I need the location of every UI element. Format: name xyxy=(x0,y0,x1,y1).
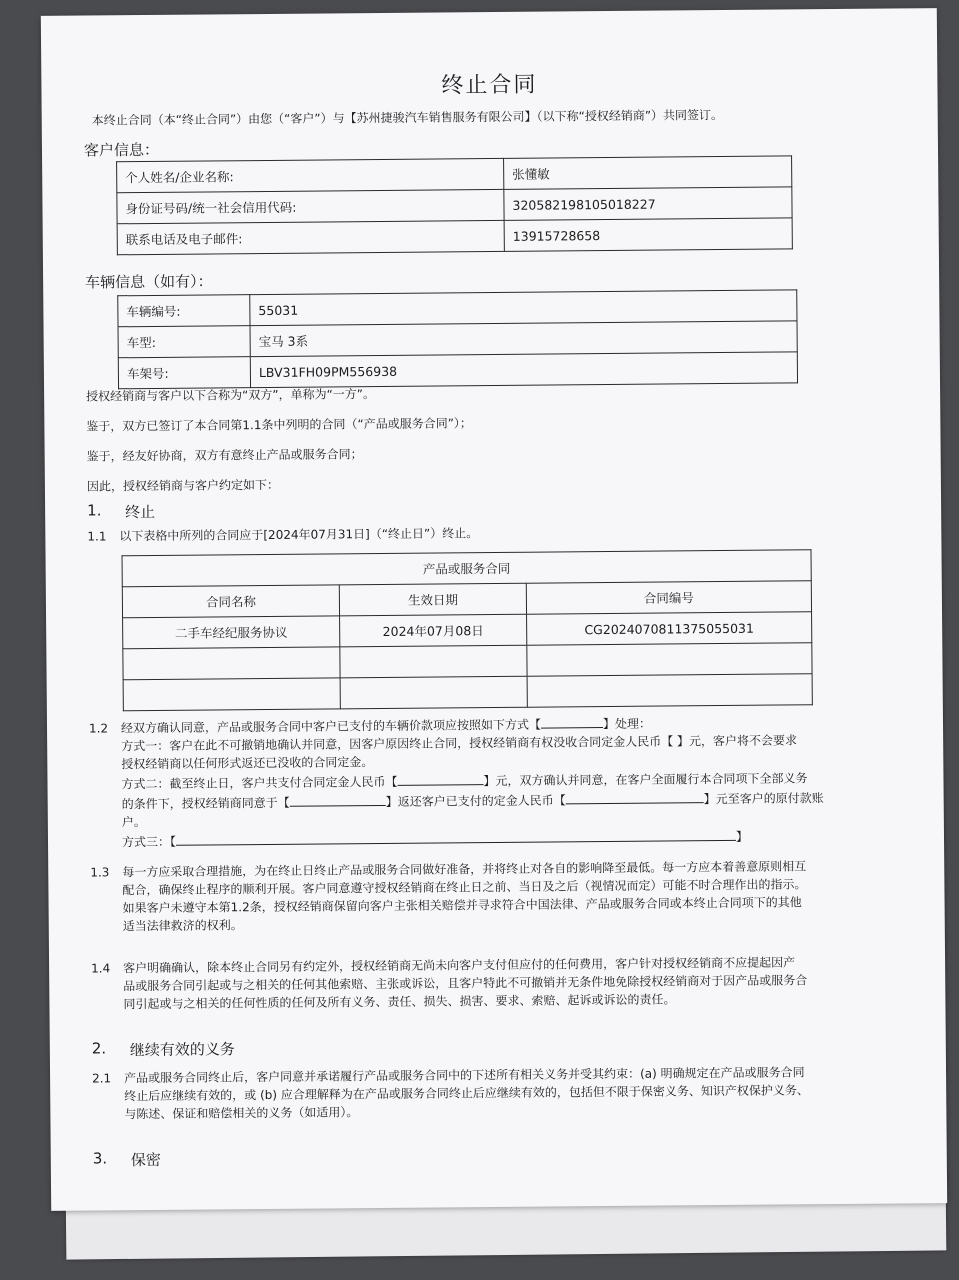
clause-1-2-text-a: 经双方确认同意，产品或服务合同中客户已支付的车辆价款项应按照如下方式【 xyxy=(120,717,542,736)
section-3-title: 保密 xyxy=(130,1150,161,1170)
method-3-blank xyxy=(176,828,736,846)
method-2-text-d: 】返还客户已支付的定金人民币【 xyxy=(385,793,566,809)
section-1-title: 终止 xyxy=(125,502,156,522)
section-3-number: 3. xyxy=(92,1149,108,1168)
section-1-number: 1. xyxy=(87,501,102,520)
intro-paragraph: 本终止合同（本“终止合同”）由您（“客户”）与【苏州捷骏汽车销售服务有限公司】（以下称“授权经销商”）共同签订。 xyxy=(91,107,724,128)
method-1-line-2: 授权经销商以任何形式返还已没收的合同定金。 xyxy=(121,755,374,772)
method-2-text-e: 】元至客户的原付款账 xyxy=(703,791,824,807)
method-3-text-b: 】 xyxy=(735,829,749,844)
empty-cell xyxy=(527,643,812,676)
method-2-text-c: 的条件下，授权经销商同意于【 xyxy=(121,795,290,812)
refund-amount-blank xyxy=(566,790,704,804)
customer-info-table xyxy=(116,155,793,255)
method-3-line xyxy=(122,828,748,851)
table-row xyxy=(118,352,797,389)
table-row xyxy=(117,218,792,255)
customer-name-value: 张懂敏 xyxy=(504,156,792,190)
clause-1-1-text: 以下表格中所列的合同应于[2024年07月31日]（“终止日”）终止。 xyxy=(119,526,479,544)
clause-1-4-line-3: 同引起或与之相关的任何性质的任何及所有义务、责任、损失、损害、要求、索赔、起诉或诉讼的责任。 xyxy=(123,992,676,1012)
method-1-line-1: 方式一：客户在此不可撤销地确认并同意，因客户原因终止合同，授权经销商有权没收合同定金人民币【 】元，客户将不会要求 xyxy=(121,733,798,754)
clause-1-3-number: 1.3 xyxy=(90,865,110,880)
method-2-line-3: 户。 xyxy=(121,815,146,830)
section-2-number: 2. xyxy=(91,1039,107,1058)
refund-date-blank xyxy=(290,793,386,807)
clause-1-2-text-b: 】处理： xyxy=(602,716,652,732)
cell-effective-date: 2024年07月08日 xyxy=(340,614,527,647)
clause-1-3-line-4: 适当法律救济的权利。 xyxy=(122,918,243,934)
method-3-text-a: 方式三：【 xyxy=(121,834,177,850)
clause-1-3-line-3: 如果客户未遵守本第1.2条，授权经销商保留向客户主张相关赔偿并寻求符合中国法律、产品或服务合同或本终止合同项下的其他 xyxy=(122,895,802,916)
customer-info-heading: 客户信息： xyxy=(83,140,160,160)
contract-page xyxy=(41,8,947,1211)
cell-contract-name: 二手车经纪服务协议 xyxy=(123,616,340,649)
customer-name-label: 个人姓名/企业名称: xyxy=(117,158,504,192)
empty-cell xyxy=(340,645,527,678)
header-effective-date: 生效日期 xyxy=(339,583,526,616)
header-contract-name: 合同名称 xyxy=(122,585,339,618)
recital-4: 因此，授权经销商与客户约定如下： xyxy=(86,477,279,494)
table-row xyxy=(123,674,812,711)
vehicle-vin-value: LBV31FH09PM556938 xyxy=(250,352,797,388)
empty-cell xyxy=(123,647,340,680)
vehicle-info-heading: 车辆信息（如有）： xyxy=(85,272,213,292)
vehicle-number-value: 55031 xyxy=(250,290,797,326)
contracts-table xyxy=(122,549,813,711)
clause-1-3-line-2: 配合，确保终止程序的顺利开展。客户同意遵守授权经销商在终止日之前、当日及之后（视情况而定）可能不时合理作出的指示。 xyxy=(122,877,807,898)
clause-1-4-number: 1.4 xyxy=(91,961,111,976)
clause-1-4-line-2: 品或服务合同引起或与之相关的任何其他索赔、主张或诉讼，且客户特此不可撤销并无条件地免除授权经销商对于因产品或服务合 xyxy=(123,973,808,994)
customer-contact-label: 联系电话及电子邮件: xyxy=(117,220,504,254)
vehicle-model-value: 宝马 3系 xyxy=(250,321,797,357)
customer-id-label: 身份证号码/统一社会信用代码: xyxy=(117,189,504,223)
customer-id-value: 320582198105018227 xyxy=(504,187,792,221)
section-2-title: 继续有效的义务 xyxy=(129,1040,235,1060)
vehicle-info-table xyxy=(117,289,798,389)
method-2-line-2 xyxy=(122,789,824,813)
empty-cell xyxy=(527,674,812,707)
clause-2-1-line-2: 终止后应继续有效的，或 (b) 应合理解释为在产品或服务合同终止后应继续有效的，包括但不限于保密义务、知识产权保护义务、 xyxy=(124,1083,809,1104)
clause-1-2-number: 1.2 xyxy=(88,721,109,736)
recital-2: 鉴于，双方已签订了本合同第1.1条中列明的合同（“产品或服务合同”）； xyxy=(86,416,472,434)
recital-3: 鉴于，经友好协商，双方有意终止产品或服务合同； xyxy=(86,447,363,464)
document-title: 终止合同 xyxy=(441,72,538,99)
vehicle-model-label: 车型: xyxy=(118,326,250,358)
method-2-text-a: 方式二：截至终止日，客户共支付合同定金人民币【 xyxy=(121,774,398,792)
method-blank xyxy=(541,715,603,729)
header-contract-number: 合同编号 xyxy=(526,581,811,614)
empty-cell xyxy=(340,676,527,709)
vehicle-number-label: 车辆编号: xyxy=(118,295,250,327)
empty-cell xyxy=(123,678,340,711)
clause-2-1-line-1: 产品或服务合同终止后，客户同意并承诺履行产品或服务合同中的下述所有相关义务并受其约束：(a) 明确规定在产品或服务合同 xyxy=(124,1065,805,1086)
clause-2-1-line-3: 与陈述、保证和赔偿相关的义务（如适用）。 xyxy=(124,1105,359,1122)
clause-2-1-number: 2.1 xyxy=(92,1071,112,1086)
clause-1-1-number: 1.1 xyxy=(87,529,107,544)
deposit-amount-blank xyxy=(397,772,483,786)
recital-1: 授权经销商与客户以下合称为“双方”，单称为“一方”。 xyxy=(86,387,376,404)
vehicle-vin-label: 车架号: xyxy=(118,357,250,389)
clause-1-3-line-1: 每一方应采取合理措施，为在终止日终止产品或服务合同做好准备，并将终止对各自的影响降至最低。每一方应本着善意原则相互 xyxy=(122,859,807,880)
method-2-text-b: 】元，双方确认并同意，在客户全面履行本合同项下全部义务 xyxy=(483,771,808,789)
clause-1-4-line-1: 客户明确确认，除本终止合同另有约定外，授权经销商无尚未向客户支付但应付的任何费用，客户针对授权经销商不应提起因产 xyxy=(123,955,796,976)
customer-contact-value: 13915728658 xyxy=(504,218,792,252)
cell-contract-number: CG2024070811375055031 xyxy=(527,612,812,645)
contracts-table-caption: 产品或服务合同 xyxy=(122,550,811,587)
